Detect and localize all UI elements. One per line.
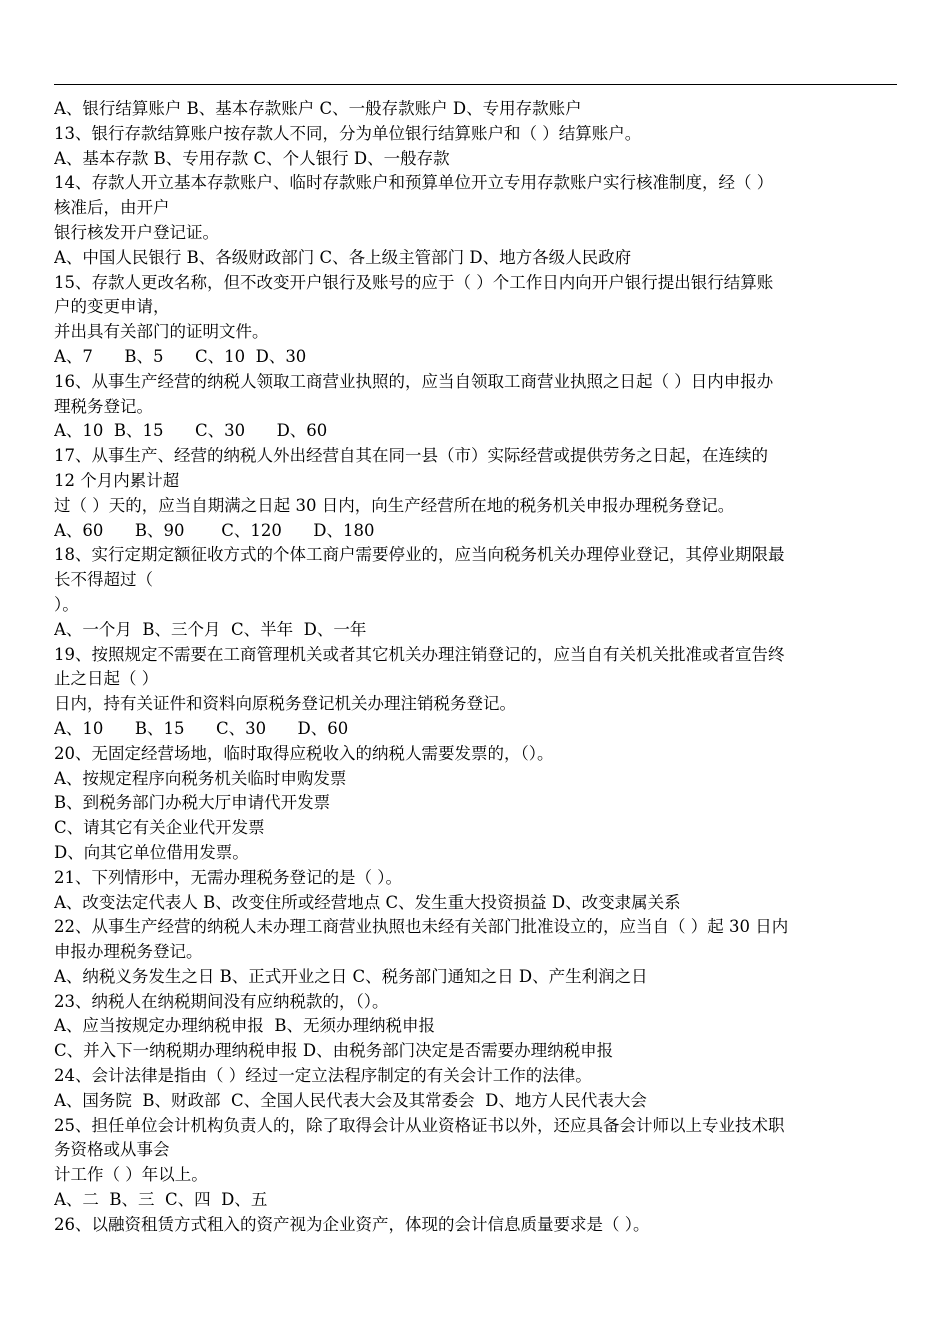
text-line: ）。 xyxy=(54,594,79,614)
text-line: 12 个月内累计超 xyxy=(54,470,180,490)
text-line: 并出具有关部门的证明文件。 xyxy=(54,322,269,342)
text-line: 20、无固定经营场地，临时取得应税收入的纳税人需要发票的，（）。 xyxy=(54,743,554,763)
text-line: 计工作（ ）年以上。 xyxy=(54,1165,208,1185)
text-line: C、并入下一纳税期办理纳税申报 D、由税务部门决定是否需要办理纳税申报 xyxy=(54,1041,614,1061)
text-line: 长不得超过（ xyxy=(54,570,153,590)
text-line: 务资格或从事会 xyxy=(54,1140,170,1160)
text-line: 理税务登记。 xyxy=(54,396,153,416)
text-line: A、按规定程序向税务机关临时申购发票 xyxy=(54,768,347,788)
text-line: A、二 B、三 C、四 D、五 xyxy=(54,1190,268,1210)
text-line: A、中国人民银行 B、各级财政部门 C、各上级主管部门 D、地方各级人民政府 xyxy=(54,247,632,267)
text-line: A、纳税义务发生之日 B、正式开业之日 C、税务部门通知之日 D、产生利润之日 xyxy=(54,966,648,986)
text-line: A、7 B、5 C、10 D、30 xyxy=(54,346,307,366)
text-line: 户的变更申请， xyxy=(54,297,170,317)
text-line: 26、以融资租赁方式租入的资产视为企业资产，体现的会计信息质量要求是（ ）。 xyxy=(54,1214,650,1234)
text-line: D、向其它单位借用发票。 xyxy=(54,842,249,862)
text-line: A、国务院 B、财政部 C、全国人民代表大会及其常委会 D、地方人民代表大会 xyxy=(54,1090,647,1110)
header-rule xyxy=(54,84,897,85)
text-line: 14、存款人开立基本存款账户、临时存款账户和预算单位开立专用存款账户实行核准制度，经（ ） xyxy=(54,173,774,193)
text-line: 15、存款人更改名称，但不改变开户银行及账号的应于（ ）个工作日内向开户银行提出银行结算账 xyxy=(54,272,774,292)
text-line: A、改变法定代表人 B、改变住所或经营地点 C、发生重大投资损益 D、改变隶属关系 xyxy=(54,892,681,912)
text-line: 24、会计法律是指由（ ）经过一定立法程序制定的有关会计工作的法律。 xyxy=(54,1066,592,1086)
text-line: 17、从事生产、经营的纳税人外出经营自其在同一县（市）实际经营或提供劳务之日起，在连续的 xyxy=(54,446,768,466)
text-line: 过（ ）天的，应当自期满之日起 30 日内，向生产经营所在地的税务机关申报办理税务登记。 xyxy=(54,495,735,515)
text-line: 止之日起（ ） xyxy=(54,669,159,689)
text-line: 核准后，由开户 xyxy=(54,198,170,218)
text-line: 23、纳税人在纳税期间没有应纳税款的，（）。 xyxy=(54,991,389,1011)
text-line: 日内，持有关证件和资料向原税务登记机关办理注销税务登记。 xyxy=(54,694,516,714)
text-line: A、银行结算账户 B、基本存款账户 C、一般存款账户 D、专用存款账户 xyxy=(54,99,582,118)
text-line: A、应当按规定办理纳税申报 B、无须办理纳税申报 xyxy=(54,1016,436,1036)
text-line: B、到税务部门办税大厅申请代开发票 xyxy=(54,793,331,813)
document-body xyxy=(54,97,897,1238)
text-line: C、请其它有关企业代开发票 xyxy=(54,818,265,838)
text-line: 16、从事生产经营的纳税人领取工商营业执照的，应当自领取工商营业执照之日起（ ）日内申报办 xyxy=(54,371,774,391)
text-line: 25、担任单位会计机构负责人的，除了取得会计从业资格证书以外，还应具备会计师以上专业技术职 xyxy=(54,1115,785,1135)
text-line: 22、从事生产经营的纳税人未办理工商营业执照也未经有关部门批准设立的，应当自（ ）起 30 日内 xyxy=(54,917,789,937)
text-line: 19、按照规定不需要在工商管理机关或者其它机关办理注销登记的，应当自有关机关批准或者宣告终 xyxy=(54,644,785,664)
text-line: A、60 B、90 C、120 D、180 xyxy=(54,520,375,540)
text-line: A、10 B、15 C、30 D、60 xyxy=(54,421,328,441)
text-line: 18、实行定期定额征收方式的个体工商户需要停业的，应当向税务机关办理停业登记，其停业期限最 xyxy=(54,545,785,565)
text-line: A、基本存款 B、专用存款 C、个人银行 D、一般存款 xyxy=(54,148,450,168)
text-line: A、一个月 B、三个月 C、半年 D、一年 xyxy=(54,619,367,639)
text-line: 21、下列情形中，无需办理税务登记的是（ ）。 xyxy=(54,867,402,887)
text-line: A、10 B、15 C、30 D、60 xyxy=(54,718,349,738)
text-line: 13、银行存款结算账户按存款人不同，分为单位银行结算账户和（ ）结算账户。 xyxy=(54,123,642,143)
text-line: 申报办理税务登记。 xyxy=(54,942,203,962)
text-line: 银行核发开户登记证。 xyxy=(54,222,219,242)
